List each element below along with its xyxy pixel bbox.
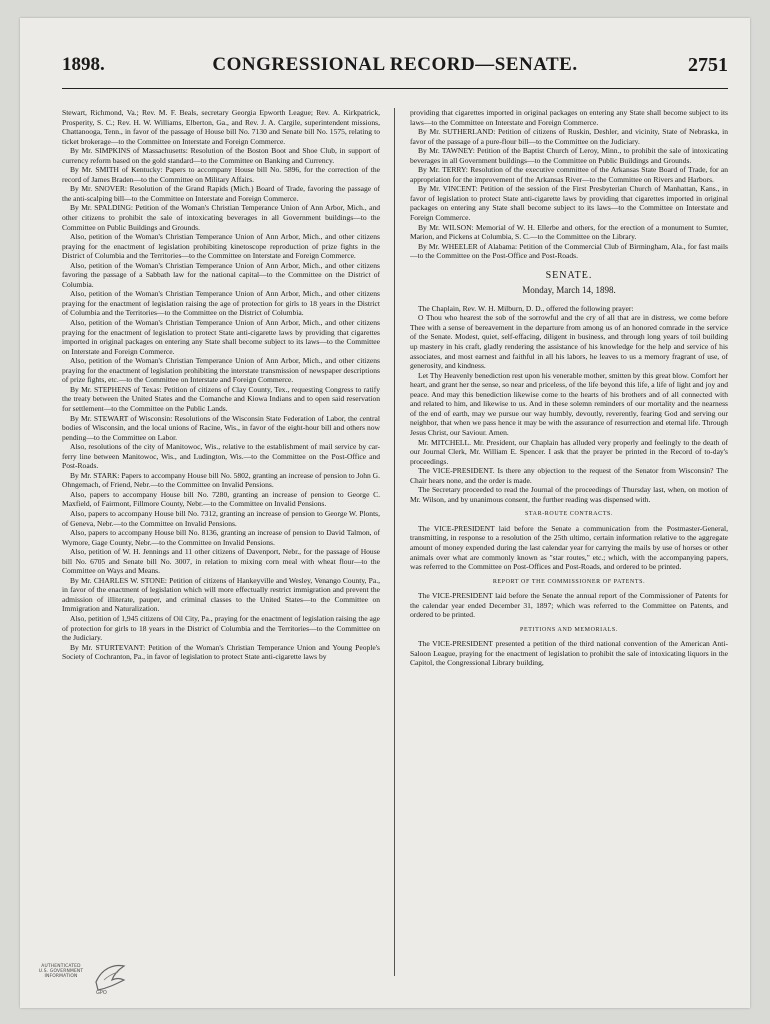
senate-proceeding-paragraph: The VICE-PRESIDENT. Is there any objection to the request of the Senator from Wisconsin? The Chair hears none, and the order is made. xyxy=(410,466,728,485)
column-divider xyxy=(394,108,395,976)
star-route-paragraph: The VICE-PRESIDENT laid before the Senate a communication from the Postmaster-General, transmitting, in response to a resolution of the 25th ultimo, certain information relative to the aggregate amount of money expended during the last calendar year for carrying the mails by use of horses or other animals over what are commonly known as "star routes," etc.; which, with the accompanying papers, was referred to the Committee on Post-Offices and Post-Roads, and ordered to be printed. xyxy=(410,523,728,572)
left-column-paragraph: Also, petition of W. H. Jennings and 11 other citizens of Davenport, Nebr., for the passage of House bill No. 6705 and Senate bill No. 3007, in relation to mixing corn meal with wheat flour—to the Committee on Ways and Means. xyxy=(62,547,380,576)
stamp-line: INFORMATION xyxy=(44,974,78,980)
left-column-paragraph: By Mr. STEWART of Wisconsin: Resolutions of the Wisconsin State Federation of Labor, the central bodies of Wisconsin, and the local unions of Racine, Wis., in favor of the eight-hour bill and others now pending—to the Committee on Labor. xyxy=(62,413,380,442)
patents-paragraph: The VICE-PRESIDENT laid before the Senate the annual report of the Commissioner of Patents for the calendar year ended December 31, 1897; which was referred to the Committee on Patents, and ordered to be printed. xyxy=(410,591,728,620)
stamp-line: AUTHENTICATED xyxy=(41,964,81,969)
house-petition-paragraph: providing that cigarettes imported in original packages on entering any State shall become subject to its laws—to the Committee on Interstate and Foreign Commerce. xyxy=(410,108,728,127)
star-route-subhead: STAR-ROUTE CONTRACTS. xyxy=(524,511,614,518)
stamp-text xyxy=(30,964,92,980)
stamp-line: U.S. GOVERNMENT xyxy=(38,969,84,975)
house-petition-paragraph: By Mr. WHEELER of Alabama: Petition of the Commercial Club of Birmingham, Ala., for fast mails—to the Committee on the Post-Office and Post-Roads. xyxy=(410,241,728,261)
left-column-paragraph: By Mr. SNOVER: Resolution of the Grand Rapids (Mich.) Board of Trade, favoring the passage of the anti-scalping bill—to the Committee on Interstate and Foreign Commerce. xyxy=(62,184,380,203)
document-page xyxy=(20,18,750,1008)
left-column-paragraph: Also, petition of 1,945 citizens of Oil City, Pa., praying for the enactment of legislation raising the age of protection for girls to 18 years in the District of Columbia and the Territories—to the Committee on the Judiciary. xyxy=(62,613,380,643)
left-column-paragraph: Also, resolutions of the city of Manitowoc, Wis., relative to the establishment of mail service by car-ferry line between Manitowoc, Wis., and Ludington, Wis.—to the Committee on the Post-Office and Post-Roads. xyxy=(62,442,380,471)
header-title: CONGRESSIONAL RECORD—SENATE. xyxy=(212,54,578,75)
left-column-paragraph: By Mr. CHARLES W. STONE: Petition of citizens of Hankeyville and Wesley, Venango County, Pa., in favor of the enactment of legislation which will more effectually restrict immigration and prevent the admission of illiterate, pauper, and criminal classes to the United States—to the Committee on Immigration and Naturalization. xyxy=(62,575,380,614)
left-column-paragraph: Also, papers to accompany House bill No. 8136, granting an increase of pension to David Talmon, of Wymore, Gage County, Nebr.—to the Committee on Invalid Pensions. xyxy=(62,528,380,547)
left-column-paragraph: Also, petition of the Woman's Christian Temperance Union of Ann Arbor, Mich., and other citizens praying for the enactment of legislation to protect State anti-cigarette laws by providing that cigarettes imported in original packages on entering any State shall become subject to its laws—to the Committee on Interstate and Foreign Commerce. xyxy=(62,318,380,356)
senate-section-title: SENATE. xyxy=(545,269,593,281)
left-column-paragraph: Also, papers to accompany House bill No. 7312, granting an increase of pension to George W. Plonts, of Geneva, Nebr.—to the Committee on Invalid Pensions. xyxy=(62,508,380,528)
senate-proceeding-paragraph: O Thou who hearest the sob of the sorrowful and the cry of all that are in distress, we come before Thee with a sense of bereavement in the departure from among us of an honored comrade in the service of the Senate. Modest, quiet, self-effacing, diligent in business, and through long years of toil building up mastery in his craft, gladly rendering the assistance of his knowledge for the help and service of his associates, and most earnest and faithful in all his labors, he leaves to us a memory fragrant of use, of generosity, and kindness. xyxy=(410,313,728,371)
left-column-paragraph: Stewart, Richmond, Va.; Rev. M. F. Beals, secretary Georgia Epworth League; Rev. A. Kirkpatrick, Prosperity, S. C.; Rev. H. W. Williams, Elberton, Ga., and Rev. J. A. Cargile, superintendent missions, Chattanooga, Tenn., in favor of the passage of House bill No. 7130 and Senate bill No. 1575, relating to ticket brokerage—to the Committee on Interstate and Foreign Commerce. xyxy=(62,108,380,146)
left-column-paragraph: By Mr. STARK: Papers to accompany House bill No. 5802, granting an increase of pension to John G. Ohngemach, of Friend, Nebr.—to the Committee on Invalid Pensions. xyxy=(62,470,380,490)
left-column-paragraph: Also, petition of the Woman's Christian Temperance Union of Ann Arbor, Mich., and other citizens praying for the enactment of legislation raising the age of protection for girls to 18 years in the District of Columbia and the Territories—to the Committee on the District of Columbia. xyxy=(62,289,380,318)
header-page-number: 2751 xyxy=(688,54,728,76)
left-column-paragraph: Also, petition of the Woman's Christian Temperance Union of Ann Arbor, Mich., and other citizens favoring the passage of a Sabbath law for the national capital—to the Committee on the District of Columbia. xyxy=(62,260,380,289)
stamp-gpo-label: GPO xyxy=(96,990,107,996)
petitions-paragraph: The VICE-PRESIDENT presented a petition of the third national convention of the American Anti-Saloon League, praying for the enactment of legislation to prohibit the sale of intoxicating liquors in the Capitol, the Congressional Library building, xyxy=(410,639,728,668)
house-petition-paragraph: By Mr. VINCENT: Petition of the session of the First Presbyterian Church of Manhattan, Kans., in favor of legislation to protect State anti-cigarette laws by providing that cigarettes imported in original packages on entering any State shall become subject to its laws—to the Committee on Interstate and Foreign Commerce. xyxy=(410,184,728,223)
senate-proceeding-paragraph: Mr. MITCHELL. Mr. President, our Chaplain has alluded very properly and feelingly to the death of our Journal Clerk, Mr. William E. Spencer. I ask that the prayer be printed in the Record of to-day's proceedings. xyxy=(410,437,728,466)
left-column xyxy=(62,108,380,978)
house-petition-paragraph: By Mr. TAWNEY: Petition of the Baptist Church of Leroy, Minn., to prohibit the sale of intoxicating beverages in all Government buildings—to the Committee on Public Buildings and Grounds. xyxy=(410,146,728,165)
left-column-paragraph: By Mr. STEPHENS of Texas: Petition of citizens of Clay County, Tex., requesting Congress to ratify the treaty between the United States and the Comanche and Kiowa Indians and to open said reservation for settlement—to the Committee on the Public Lands. xyxy=(62,384,380,413)
house-petition-paragraph: By Mr. SUTHERLAND: Petition of citizens of Ruskin, Deshler, and vicinity, State of Nebraska, in favor of the passage of a pure-flour bill—to the Committee on the Judiciary. xyxy=(410,127,728,146)
left-column-paragraph: Also, papers to accompany House bill No. 7280, granting an increase of pension to George C. Maxfield, of Fairmont, Fillmore County, Nebr.—to the Committee on Invalid Pensions. xyxy=(62,489,380,509)
left-column-paragraph: Also, petition of the Woman's Christian Temperance Union of Ann Arbor, Mich., and other citizens praying for the enactment of legislation prohibiting the interstate transmission of newspaper descriptions of prize fights, etc.—to the Committee on Interstate and Foreign Commerce. xyxy=(62,356,380,385)
left-column-paragraph: By Mr. SMITH of Kentucky: Papers to accompany House bill No. 5896, for the correction of the record of James Braden—to the Committee on Military Affairs. xyxy=(62,165,380,184)
petitions-subhead: PETITIONS AND MEMORIALS. xyxy=(520,626,618,633)
left-column-paragraph: By Mr. SIMPKINS of Massachusetts: Resolution of the Boston Boot and Shoe Club, in support of currency reform based on the gold standard—to the Committee on Banking and Currency. xyxy=(62,146,380,165)
patents-subhead: REPORT OF THE COMMISSIONER OF PATENTS. xyxy=(492,578,646,585)
patents-section xyxy=(410,591,728,620)
header-year: 1898. xyxy=(62,54,105,75)
senate-proceeding-paragraph: The Secretary proceeded to read the Journal of the proceedings of Thursday last, when, on motion of Mr. Wilson, and by unanimous consent, the further reading was dispensed with. xyxy=(410,485,728,504)
gpo-authentication-stamp xyxy=(30,960,140,1004)
petitions-section xyxy=(410,639,728,668)
right-column xyxy=(410,108,728,978)
senate-proceeding-paragraph: The Chaplain, Rev. W. H. Milburn, D. D., offered the following prayer: xyxy=(418,303,634,313)
left-column-paragraph: Also, petition of the Woman's Christian Temperance Union of Ann Arbor, Mich., and other citizens praying for the enactment of legislation prohibiting kinetoscope reproduction of prize fights in the District of Columbia and the Territories—to the Committee on Interstate and Foreign Commerce. xyxy=(62,232,380,261)
house-petitions-continued xyxy=(410,108,728,261)
senate-proceeding-paragraph: Let Thy Heavenly benediction rest upon his venerable mother, smitten by this great blow. Comfort her heart, and grant her the sense, so near and priceless, of the life beyond this life, a life of light and joy and peace. And may this benediction likewise come to the hearts of his brothers and of all connected with and related to him, and likewise to us. And in these solemn reminders of our mortality and the nearness of the end of earth, may we pursue our way humbly, devoutly, reverently, fearing God and serving our neighbor, that when we pass hence it may be with the assurance of resurrection and eternal life. Through Jesus Christ, our Saviour. Amen. xyxy=(410,370,728,437)
left-column-paragraph: By Mr. SPALDING: Petition of the Woman's Christian Temperance Union of Ann Arbor, Mich., and other citizens to prohibit the sale of intoxicating beverages in all Government buildings—to the Committee on Public Buildings and Grounds. xyxy=(62,203,380,232)
star-route-section xyxy=(410,524,728,572)
session-dateline: Monday, March 14, 1898. xyxy=(522,285,616,296)
house-petition-paragraph: By Mr. WILSON: Memorial of W. H. Ellerbe and others, for the erection of a monument to Sumter, Marion, and Pickens at Columbia, S. C.—to the Committee on the Library. xyxy=(410,222,728,242)
left-column-paragraph: By Mr. STURTEVANT: Petition of the Woman's Christian Temperance Union and Young People's Society of Cochranton, Pa., in favor of legislation to protect State anti-cigarette laws by xyxy=(62,642,380,662)
eagle-seal-icon xyxy=(90,960,130,994)
page-header xyxy=(62,52,728,89)
senate-proceedings xyxy=(410,304,728,504)
house-petition-paragraph: By Mr. TERRY: Resolution of the executive committee of the Arkansas State Board of Trade, for an appropriation for the improvement of the Arkansas River—to the Committee on Rivers and Harbors. xyxy=(410,165,728,184)
